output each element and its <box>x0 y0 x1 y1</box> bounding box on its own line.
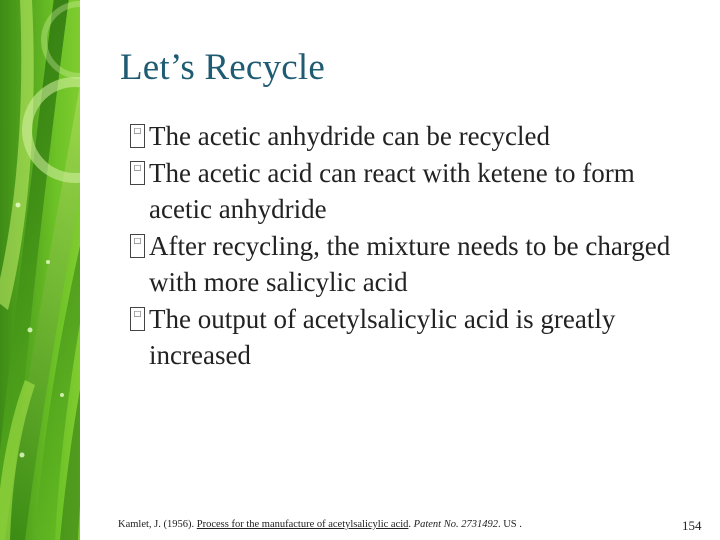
bullet-text: After recycling, the mixture needs to be charged with more salicylic acid <box>149 230 671 297</box>
citation-tail: . US . <box>497 519 522 530</box>
bullet-text: The acetic acid can react with ketene to form acetic anhydride <box>149 157 635 224</box>
citation-title-link[interactable]: Process for the manufacture of acetylsalicylic acid <box>196 519 409 530</box>
slide-title: Let’s Recycle <box>120 47 325 88</box>
bullet-text: The output of acetylsalicylic acid is greatly increased <box>149 303 616 370</box>
citation-separator: . <box>408 519 414 530</box>
bullet-list <box>130 118 690 374</box>
bullet-item <box>130 118 690 155</box>
bullet-box-icon: □ <box>130 234 145 258</box>
bullet-text: The acetic anhydride can be recycled <box>149 121 551 151</box>
bullet-item <box>130 155 690 228</box>
bullet-box-icon: □ <box>130 307 145 331</box>
citation-authors: Kamlet, J. (1956). <box>118 519 197 530</box>
bullet-item <box>130 301 690 374</box>
bullet-item <box>130 228 690 301</box>
slide-number: 154 <box>682 518 702 533</box>
bullet-box-icon: □ <box>130 161 145 185</box>
citation-patent: Patent No. 2731492 <box>413 519 498 530</box>
bullet-box-icon: □ <box>130 124 145 148</box>
citation <box>118 519 522 530</box>
